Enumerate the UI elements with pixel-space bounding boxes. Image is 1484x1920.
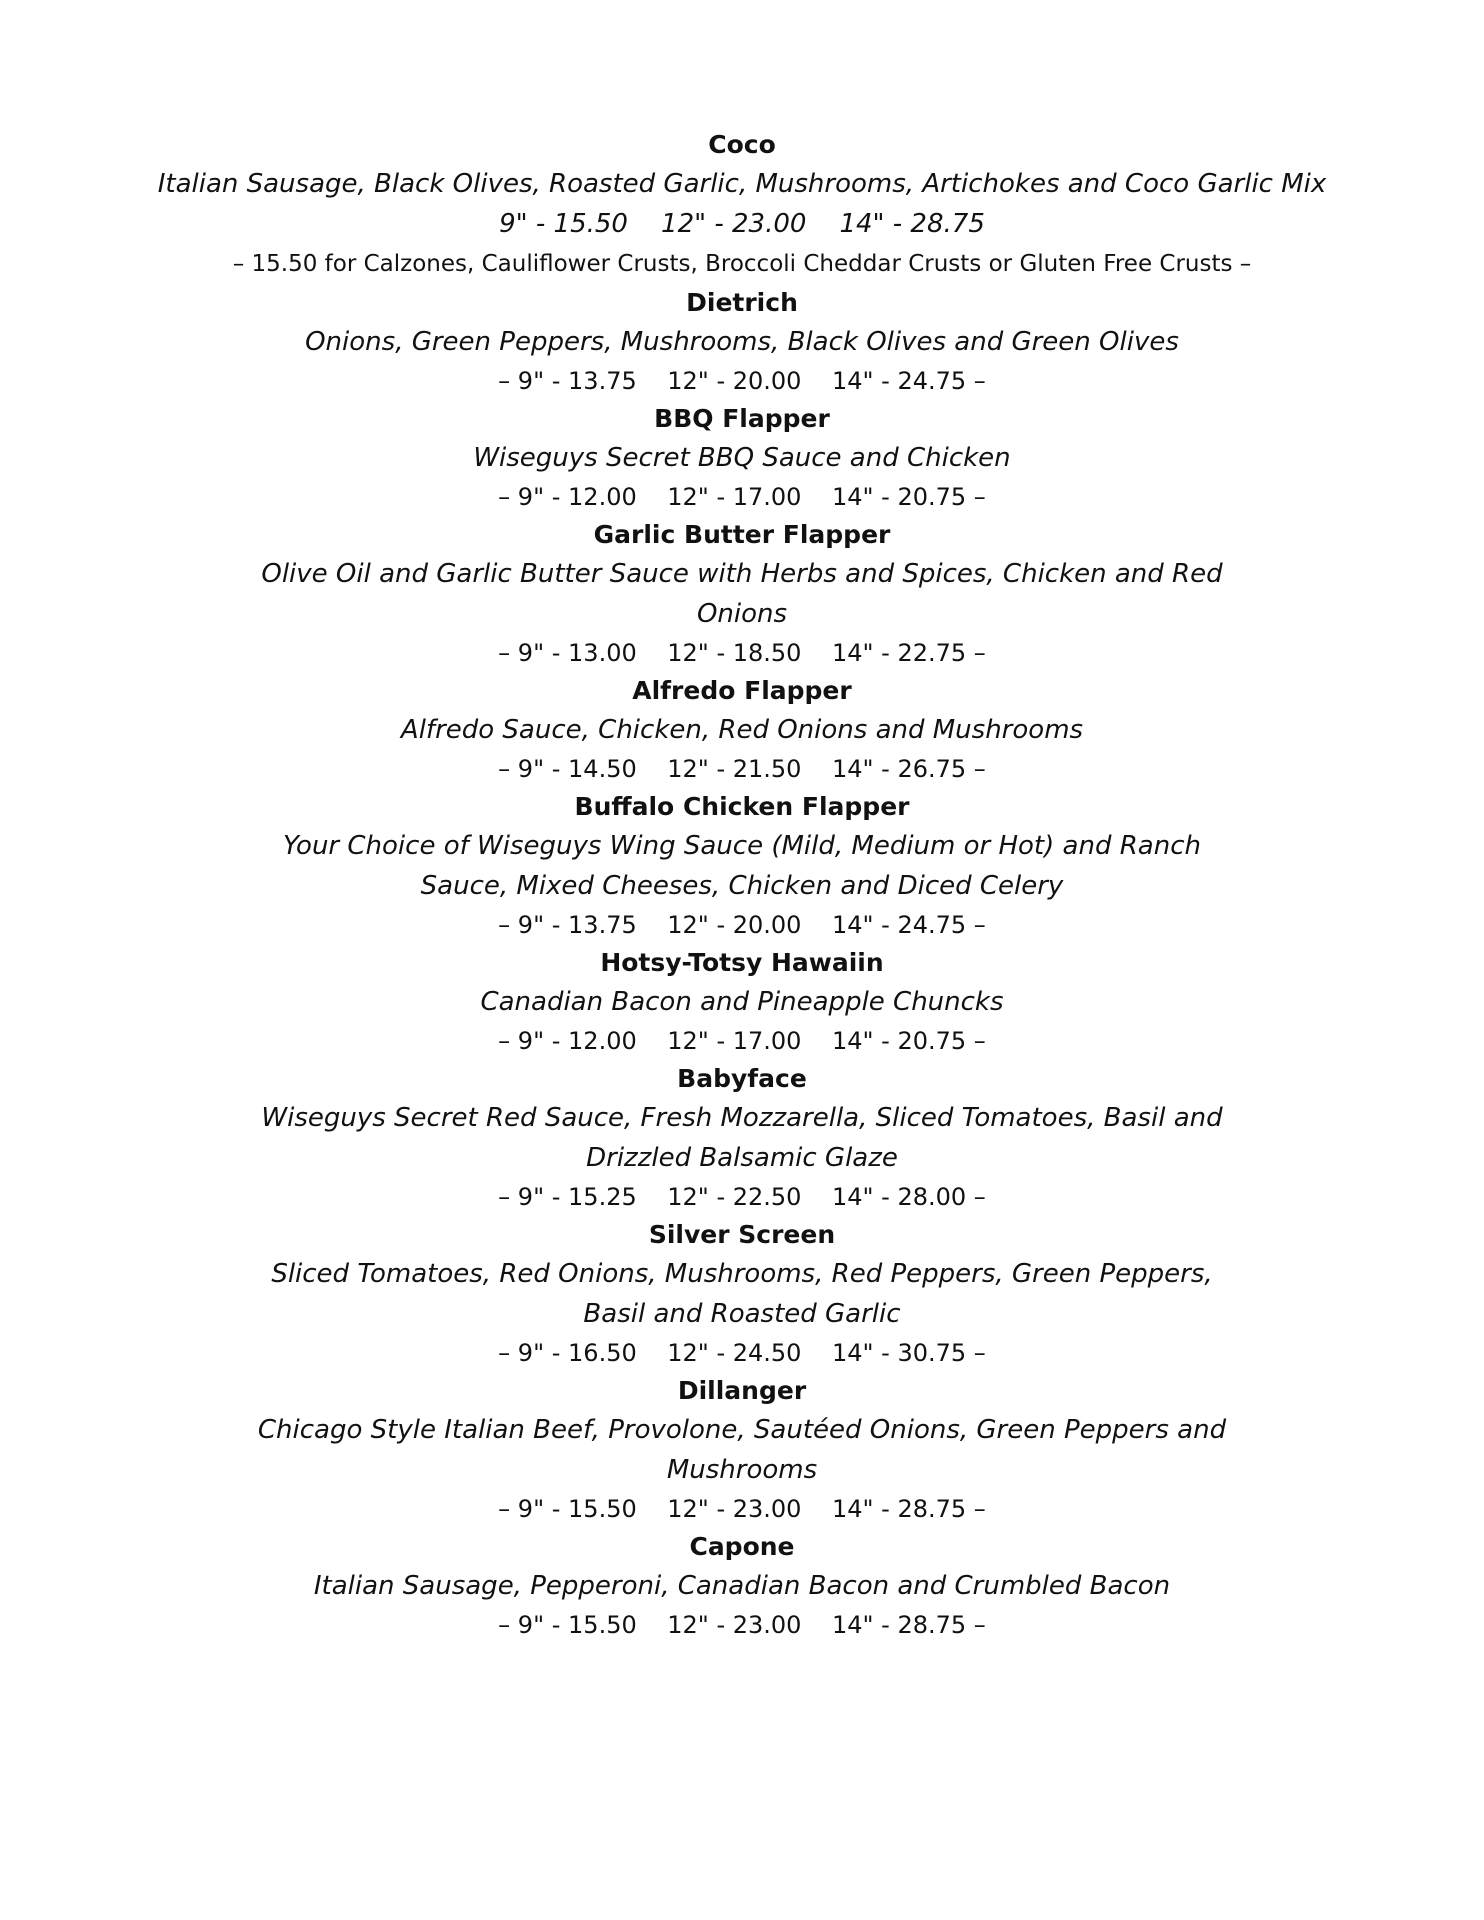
item-prices: – 9" - 15.50 12" - 23.00 14" - 28.75 – [498,1611,986,1639]
item-name: Silver Screen [648,1220,836,1249]
item-description: Your Choice of Wiseguys Wing Sauce (Mild, Medium or Hot) and Ranch Sauce, Mixed Cheeses, Chicken and Diced Celery [283,831,1201,901]
item-name: Capone [689,1532,795,1561]
item-name: Dietrich [686,288,798,317]
item-name: Babyface [677,1064,807,1093]
menu-item-garlic-butter-flapper [0,516,1484,672]
item-description: Wiseguys Secret BBQ Sauce and Chicken [473,443,1011,473]
item-description: Italian Sausage, Pepperoni, Canadian Bacon and Crumbled Bacon [313,1571,1171,1601]
item-description: Alfredo Sauce, Chicken, Red Onions and Mushrooms [400,715,1084,745]
item-prices: – 9" - 13.75 12" - 20.00 14" - 24.75 – [498,367,986,395]
item-description: Canadian Bacon and Pineapple Chuncks [480,987,1004,1017]
item-description: Onions, Green Peppers, Mushrooms, Black Olives and Green Olives [305,327,1179,357]
item-description: Sliced Tomatoes, Red Onions, Mushrooms, Red Peppers, Green Peppers, Basil and Roasted Garlic [271,1259,1213,1329]
item-description: Italian Sausage, Black Olives, Roasted Garlic, Mushrooms, Artichokes and Coco Garlic Mix [157,169,1327,199]
item-description: Wiseguys Secret Red Sauce, Fresh Mozzarella, Sliced Tomatoes, Basil and Drizzled Balsamic Glaze [261,1103,1223,1173]
item-name: Coco [708,130,776,159]
menu-item-dietrich [0,284,1484,400]
item-name: Alfredo Flapper [632,676,852,705]
menu-item-dillanger [0,1372,1484,1528]
item-prices: – 9" - 15.25 12" - 22.50 14" - 28.00 – [498,1183,986,1211]
menu-item-bbq-flapper [0,400,1484,516]
item-name: Buffalo Chicken Flapper [574,792,910,821]
item-description: Olive Oil and Garlic Butter Sauce with Herbs and Spices, Chicken and Red Onions [261,559,1223,629]
item-prices: 9" - 15.50 12" - 23.00 14" - 28.75 [499,209,985,239]
item-note: – 15.50 for Calzones, Cauliflower Crusts, Broccoli Cheddar Crusts or Gluten Free Crusts – [232,251,1252,277]
item-name: Garlic Butter Flapper [593,520,891,549]
menu-item-buffalo-chicken-flapper [0,788,1484,944]
menu-item-alfredo-flapper [0,672,1484,788]
item-prices: – 9" - 15.50 12" - 23.00 14" - 28.75 – [498,1495,986,1523]
menu-item-hotsy-totsy-hawaiin [0,944,1484,1060]
item-prices: – 9" - 16.50 12" - 24.50 14" - 30.75 – [498,1339,986,1367]
item-prices: – 9" - 13.00 12" - 18.50 14" - 22.75 – [498,639,986,667]
item-prices: – 9" - 12.00 12" - 17.00 14" - 20.75 – [498,483,986,511]
menu-item-coco [0,126,1484,284]
menu-page [0,126,1484,1644]
item-name: Hotsy-Totsy Hawaiin [600,948,884,977]
item-name: BBQ Flapper [654,404,830,433]
menu-item-capone [0,1528,1484,1644]
menu-item-silver-screen [0,1216,1484,1372]
item-prices: – 9" - 13.75 12" - 20.00 14" - 24.75 – [498,911,986,939]
item-name: Dillanger [677,1376,807,1405]
item-prices: – 9" - 14.50 12" - 21.50 14" - 26.75 – [498,755,986,783]
item-prices: – 9" - 12.00 12" - 17.00 14" - 20.75 – [498,1027,986,1055]
menu-item-babyface [0,1060,1484,1216]
item-description: Chicago Style Italian Beef, Provolone, Sautéed Onions, Green Peppers and Mushrooms [257,1415,1227,1485]
